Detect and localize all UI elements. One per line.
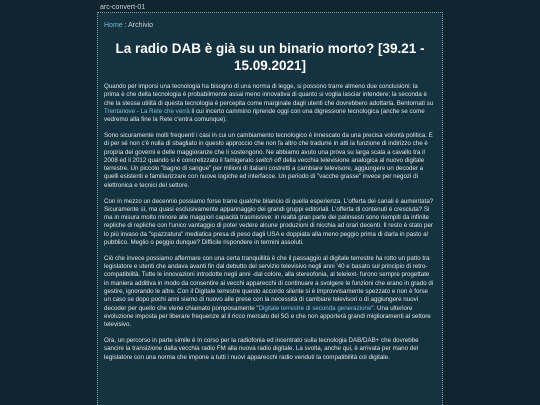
site-title: arc-convert-01 bbox=[100, 4, 146, 11]
paragraph-5: Ora, un percorso in parte simile è in corso per la radiofonia ed incentrato sulla tecnologia DAB/DAB+ che dovrebbe sancire la transizione dalla vecchia radio FM alla nuova radio digitale. La svolta, anche qui, è arrivata per mano del legislatore con una norma che impone a tutti i nuovi apparecchi radio venduti la compatibilità col digitale. bbox=[104, 337, 419, 361]
article-title: La radio DAB è già su un binario morto? [39.21 - 15.09.2021] bbox=[115, 41, 425, 73]
paragraph-4: Ciò che invece possiamo affermare con una certa tranquillità è che il passaggio al digitale terrestre ha rotto un patto tra legislatore e utenti che andava avanti fin dal debutto del servizio televisivo negli anni '40 e basato sul principio di retro-compatibilità. Tutte le innovazioni introdotte negli anni -dal colore, alla stereofonia, al telelext- furono sempre progettate in maniera additiva in modo da consentire ai vecchi apparecchi di continuare a svolgere le funzioni che erano in grado di gestire, ignorando le altre. Con il Digitale terrestre questo accordo silente si è improvvisamente spezzato e non è forse un caso se dopo pochi anni siamo di nuovo alle prese con la necessità di cambiare televisori o di aggiungere nuovi decoder per quello che viene chiamato pomposamente "Digitale terrestre di seconda generazione". Una ulteriore evoluzione imposta per liberare frequenze al il ricco mercato del 5G e che non apporterà grandi miglioramenti al settore televisivo. bbox=[104, 254, 434, 329]
breadcrumb-home-link[interactable]: Home bbox=[104, 22, 123, 29]
breadcrumb bbox=[104, 22, 153, 29]
trentanove-link[interactable]: Trentanove - La Rete che verrà bbox=[104, 107, 190, 115]
breadcrumb-current: Archivio bbox=[128, 22, 154, 29]
breadcrumb-separator: : bbox=[122, 22, 129, 29]
article-panel bbox=[97, 12, 443, 405]
article-body bbox=[104, 83, 434, 369]
switch-off-term: switch off bbox=[255, 156, 282, 164]
paragraph-3: Con in mezzo un decennio possiamo forse trarre qualche bilancio di quella esperienza. L'offerta dei canali è aumentata? Sicuramente sì, ma quasi esclusivamente appannaggio dei grandi gruppi editoriali. L'offerta di contenuti è cresciuta? Si ma in misura molto minore alle maggiori capacità trasmissive: in realtà gran parte dei palinsesti sono riempiti da infinite repliche di repliche con l'unico vantaggio di poter vedere alcune produzioni di nicchia ad orari decenti. Il resto è stato per lo più invaso da "spazzatura" mediatica presa di peso dagli USA e doppiata alla meno peggio prima di darla in pasto al pubblico. Meglio o peggio dunque? Difficile rispondere in termini assoluti. bbox=[104, 197, 434, 247]
paragraph-2: Sono sicuramente molti frequenti i casi in cui un cambiamento tecnologico è innescato da una precisa volontà politica. E di per sé non c'è nulla di sbagliato in questo approccio che non fa altro che tradurre in atti la funzione di indirizzo che è propria dei governi e delle maggioranze che li sostengono. Ne abbiamo avuto una prova su larga scala a cavallo tra il 2008 ed il 2012 quando si è concretizzato il famigerato switch off della vecchia televisione analogica al nuovo digitale terrestre. Un piccolo "bagno di sangue" per milioni di italiani costretti a cambiare televisore, aggiungere un decoder a quelli esistenti e familiarizzare con nuove logiche ed interfacce. Un periodo di "vacche grasse" invece per negozi di elettronica e tecnici del settore. bbox=[104, 131, 433, 189]
digitale-terrestre-link[interactable]: Digitale terrestre di seconda generazione bbox=[258, 304, 372, 312]
paragraph-1: Quando per imporsi una tecnologia ha bisogno di una norma di legge, si possono trarre almeno due conclusioni: la prima è che della tecnologia è probabilmente assai meno innovativa di quanto si voglia lasciar intendere; la seconda è che la stessa utilità di questa tecnologia è percepita come marginale dagli utenti che dovrebbero adottarla. Bentornati su Trentanove - La Rete che verrà il cui incerto cammino riprende oggi con una digressione tecnologica (anche se come vedremo alla fine la Rete c'entra comunque). bbox=[104, 83, 434, 124]
